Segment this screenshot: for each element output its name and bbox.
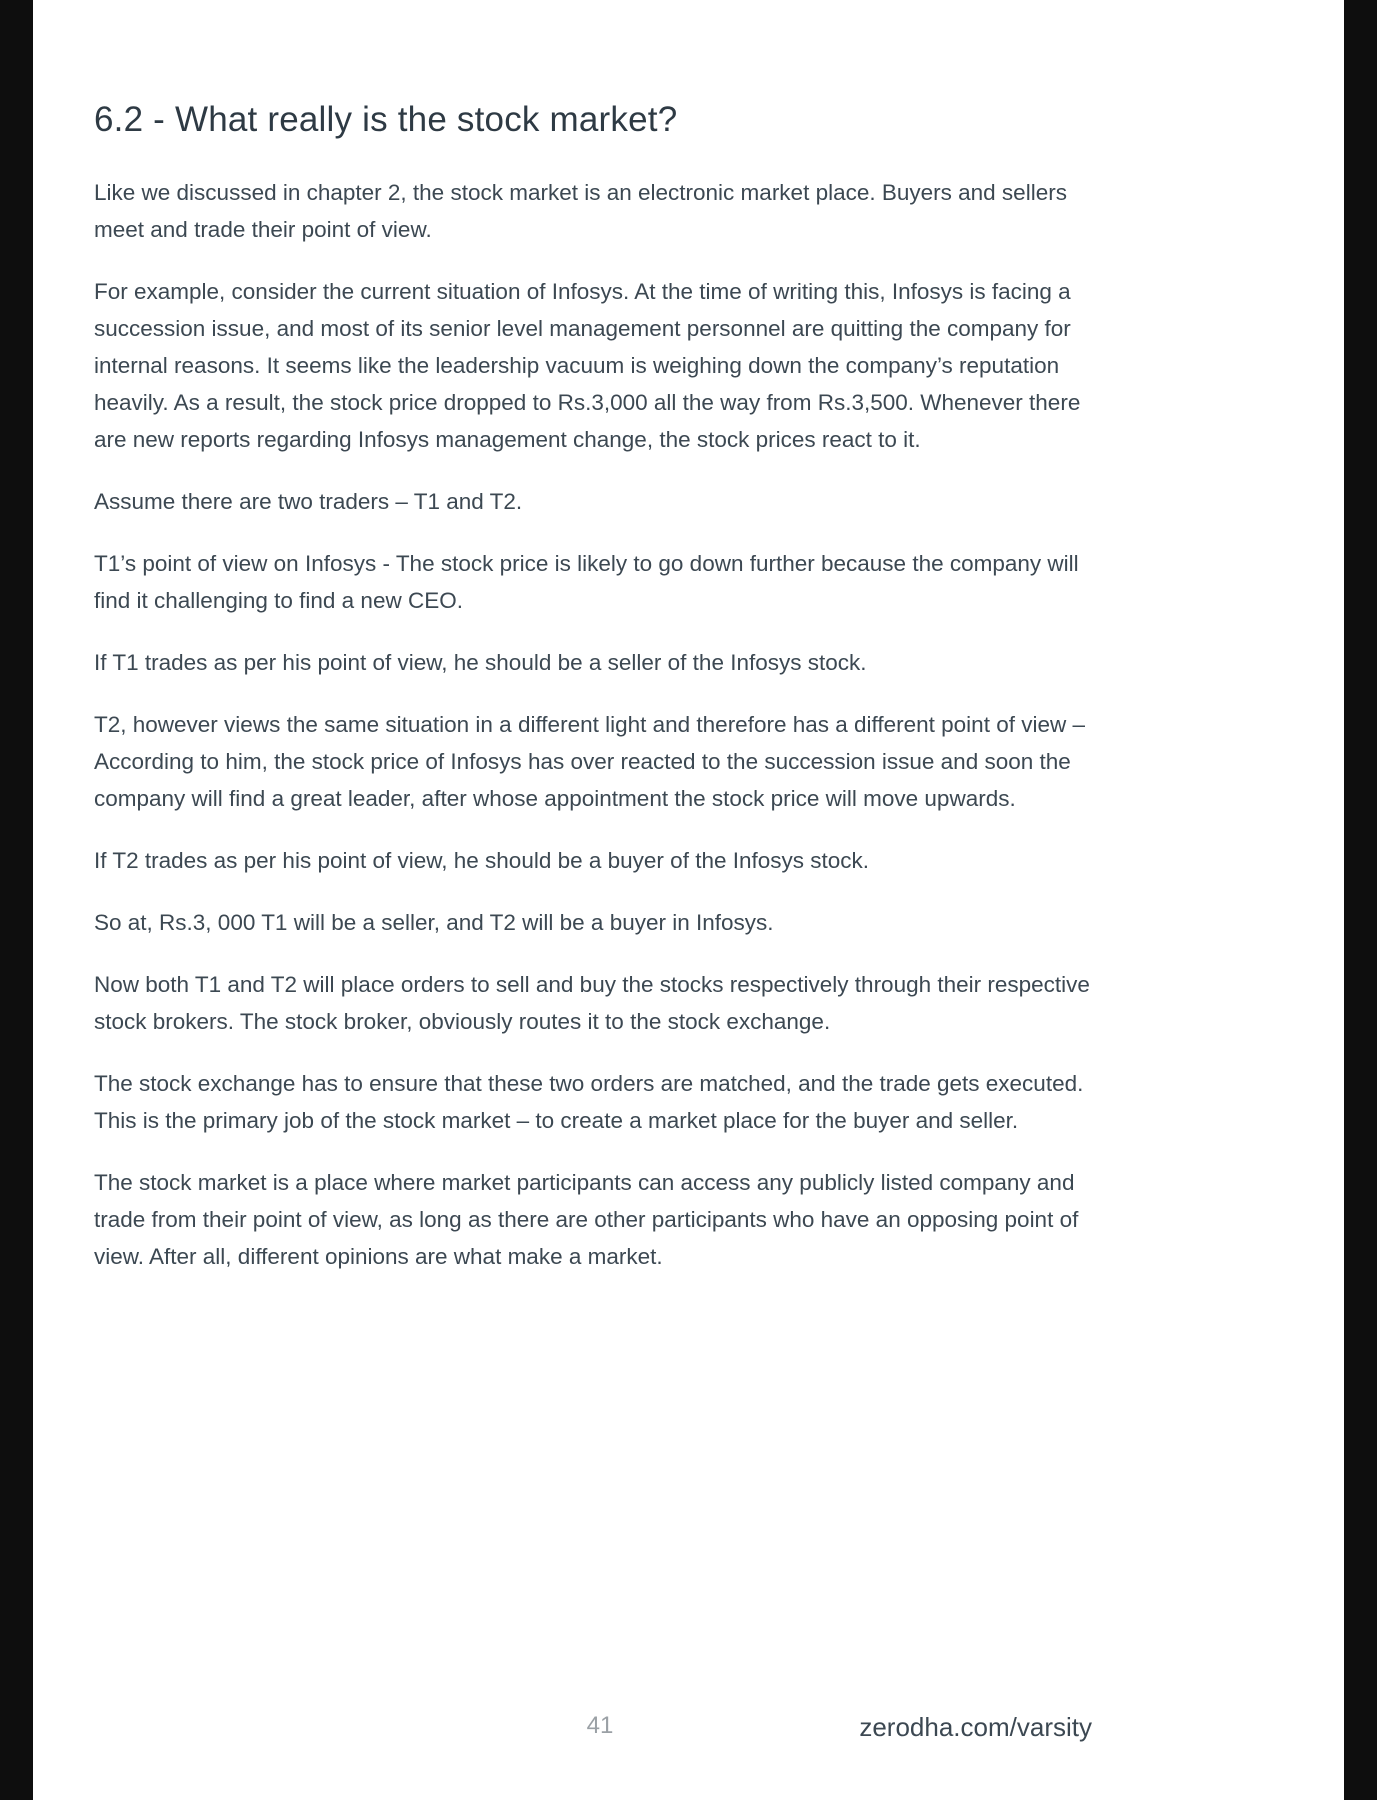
page-footer [94,1712,1106,1748]
paragraph-exchange-job: The stock exchange has to ensure that these two orders are matched, and the trade gets executed. This is the primary job of the stock market – to create a market place for the buyer and seller. [94,1071,1084,1133]
paragraph-two-traders: Assume there are two traders – T1 and T2. [94,489,523,514]
paragraph-price-match: So at, Rs.3, 000 T1 will be a seller, and T2 will be a buyer in Infosys. [94,910,774,935]
footer-site-link: zerodha.com/varsity [859,1712,1092,1742]
paragraph-infosys-example: For example, consider the current situation of Infosys. At the time of writing this, Infosys is facing a succession issue, and most of its senior level management personnel are quitting the company for internal reasons. It seems like the leadership vacuum is weighing down the company’s reputation heavily. As a result, the stock price dropped to Rs.3,000 all the way from Rs.3,500. Whenever there are new reports regarding Infosys management change, the stock prices react to it. [94,279,1081,452]
page-title: 6.2 - What really is the stock market? [94,100,678,139]
paragraph-t2-view: T2, however views the same situation in a different light and therefore has a different point of view – According to him, the stock price of Infosys has over reacted to the succession issue and soon the company will find a great leader, after whose appointment the stock price will move upwards. [94,712,1085,811]
paragraph-t1-seller: If T1 trades as per his point of view, he should be a seller of the Infosys stock. [94,650,867,675]
paragraph-market-place: The stock market is a place where market participants can access any publicly listed company and trade from their point of view, as long as there are other participants who have an opposing point of view. After all, different opinions are what make a market. [94,1170,1079,1269]
right-page-border [1344,0,1377,1800]
paragraph-t2-buyer: If T2 trades as per his point of view, he should be a buyer of the Infosys stock. [94,848,870,873]
page-content [94,0,1106,1300]
page-number: 41 [586,1712,614,1739]
paragraph-orders: Now both T1 and T2 will place orders to sell and buy the stocks respectively through their respective stock brokers. The stock broker, obviously routes it to the stock exchange. [94,972,1090,1034]
left-page-border [0,0,33,1800]
paragraph-intro: Like we discussed in chapter 2, the stock market is an electronic market place. Buyers and sellers meet and trade their point of view. [94,180,1067,242]
paragraph-t1-view: T1’s point of view on Infosys - The stock price is likely to go down further because the company will find it challenging to find a new CEO. [94,551,1079,613]
